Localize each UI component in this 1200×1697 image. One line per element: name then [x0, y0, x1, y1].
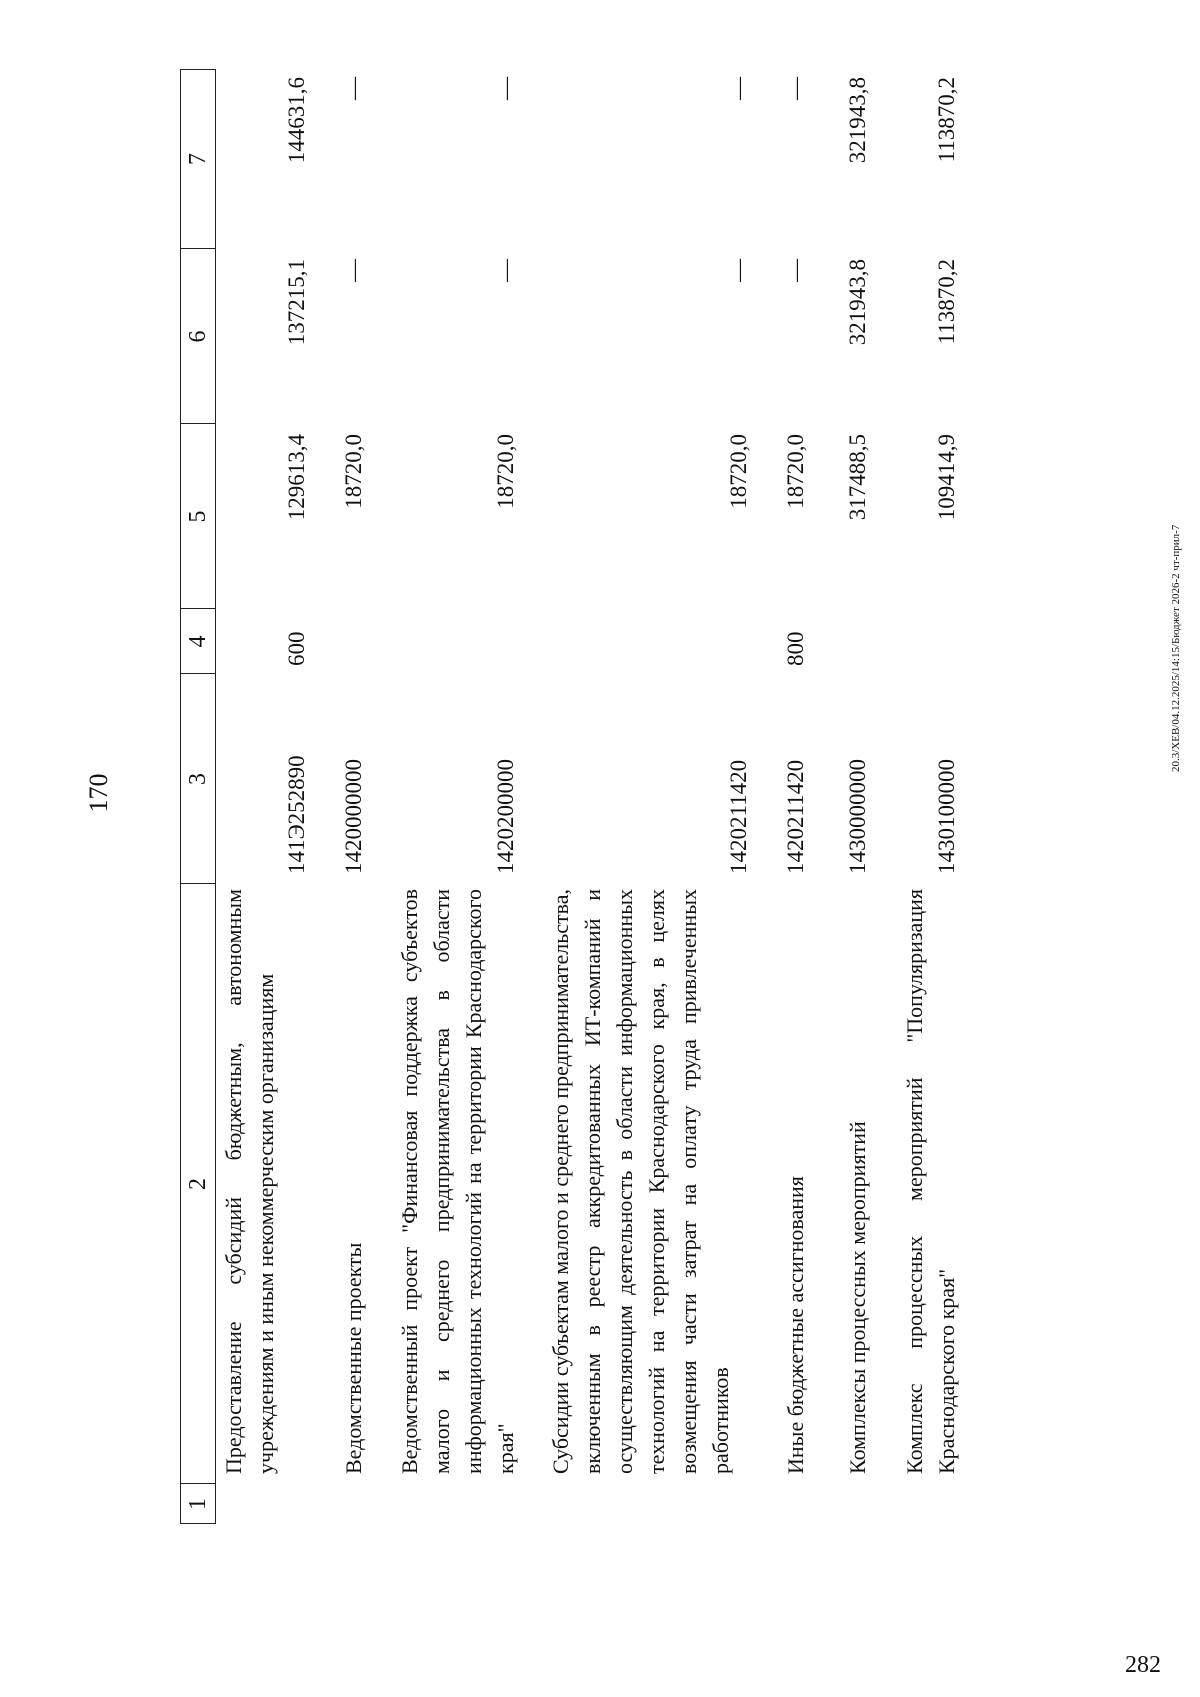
row-5-value-6: —	[783, 259, 808, 282]
footer-code: 20.3/ХЕВ/04.12.2025/14:15/Бюджет 2026-2 чт-прил-7	[1170, 524, 1182, 772]
row-7-name: Комплекс процессных мероприятий "Популяризация Краснодарского края"	[902, 889, 959, 1474]
row-6-value-6: 321943,8	[845, 259, 870, 346]
row-2-value-6: —	[341, 259, 366, 282]
page-number: 170	[84, 773, 113, 813]
row-3-code: 1420200000	[493, 759, 518, 874]
row-6-code: 1430000000	[845, 759, 870, 874]
row-1-name: Предоставление субсидий бюджетным, автономным учреждениям и иным некоммерческим организациям	[221, 889, 278, 1474]
row-7-value-5: 109414,9	[934, 434, 959, 521]
row-2-name: Ведомственные проекты	[341, 1242, 366, 1474]
row-1-value-6: 137215,1	[284, 259, 309, 346]
row-7-code: 1430100000	[934, 759, 959, 874]
row-5-value-5: 18720,0	[783, 434, 808, 509]
row-4-value-5: 18720,0	[726, 434, 751, 509]
header-col-6: 6	[180, 249, 216, 424]
row-5-value-7: —	[783, 77, 808, 100]
header-col-1: 1	[180, 1484, 216, 1524]
row-2-value-5: 18720,0	[341, 434, 366, 509]
row-7-value-7: 113870,2	[934, 77, 959, 163]
row-1-value-7: 144631,6	[284, 77, 309, 164]
row-1-value-5: 129613,4	[284, 434, 309, 521]
header-col-4: 4	[180, 609, 216, 674]
header-col-3: 3	[180, 674, 216, 884]
row-3-value-7: —	[493, 77, 518, 100]
row-4-value-6: —	[726, 259, 751, 282]
header-col-2: 2	[180, 884, 216, 1484]
row-6-value-7: 321943,8	[845, 77, 870, 164]
row-5-vr: 800	[783, 631, 808, 666]
row-2-code: 1420000000	[341, 759, 366, 874]
row-3-value-6: —	[493, 259, 518, 282]
header-col-7: 7	[180, 69, 216, 249]
row-4-code: 1420211420	[726, 759, 751, 874]
row-6-name: Комплексы процессных мероприятий	[845, 1121, 870, 1474]
sheet-number: 282	[1125, 1652, 1161, 1678]
row-4-value-7: —	[726, 77, 751, 100]
row-4-name: Субсидии субъектам малого и среднего предпринимательства, включенным в реестр аккредитованных ИТ-компаний и осуществляющим деятельность в области информационных технологий на территории Краснодарского края, в целях возмещения части затрат на оплату труда привлеченных работников	[548, 889, 733, 1474]
row-2-value-7: —	[341, 77, 366, 100]
row-3-name: Ведомственный проект "Финансовая поддержка субъектов малого и среднего предпринимательства в области информационных технологий на территории Краснодарского края"	[397, 889, 518, 1474]
row-3-value-5: 18720,0	[493, 434, 518, 509]
row-1-code: 141Э252890	[284, 755, 309, 874]
budget-table	[180, 69, 1030, 1524]
row-5-code: 1420211420	[783, 759, 808, 874]
header-col-5: 5	[180, 424, 216, 609]
row-1-vr: 600	[284, 631, 309, 666]
row-5-name: Иные бюджетные ассигнования	[783, 1176, 808, 1474]
row-6-value-5: 317488,5	[845, 434, 870, 521]
row-7-value-6: 113870,2	[934, 259, 959, 345]
